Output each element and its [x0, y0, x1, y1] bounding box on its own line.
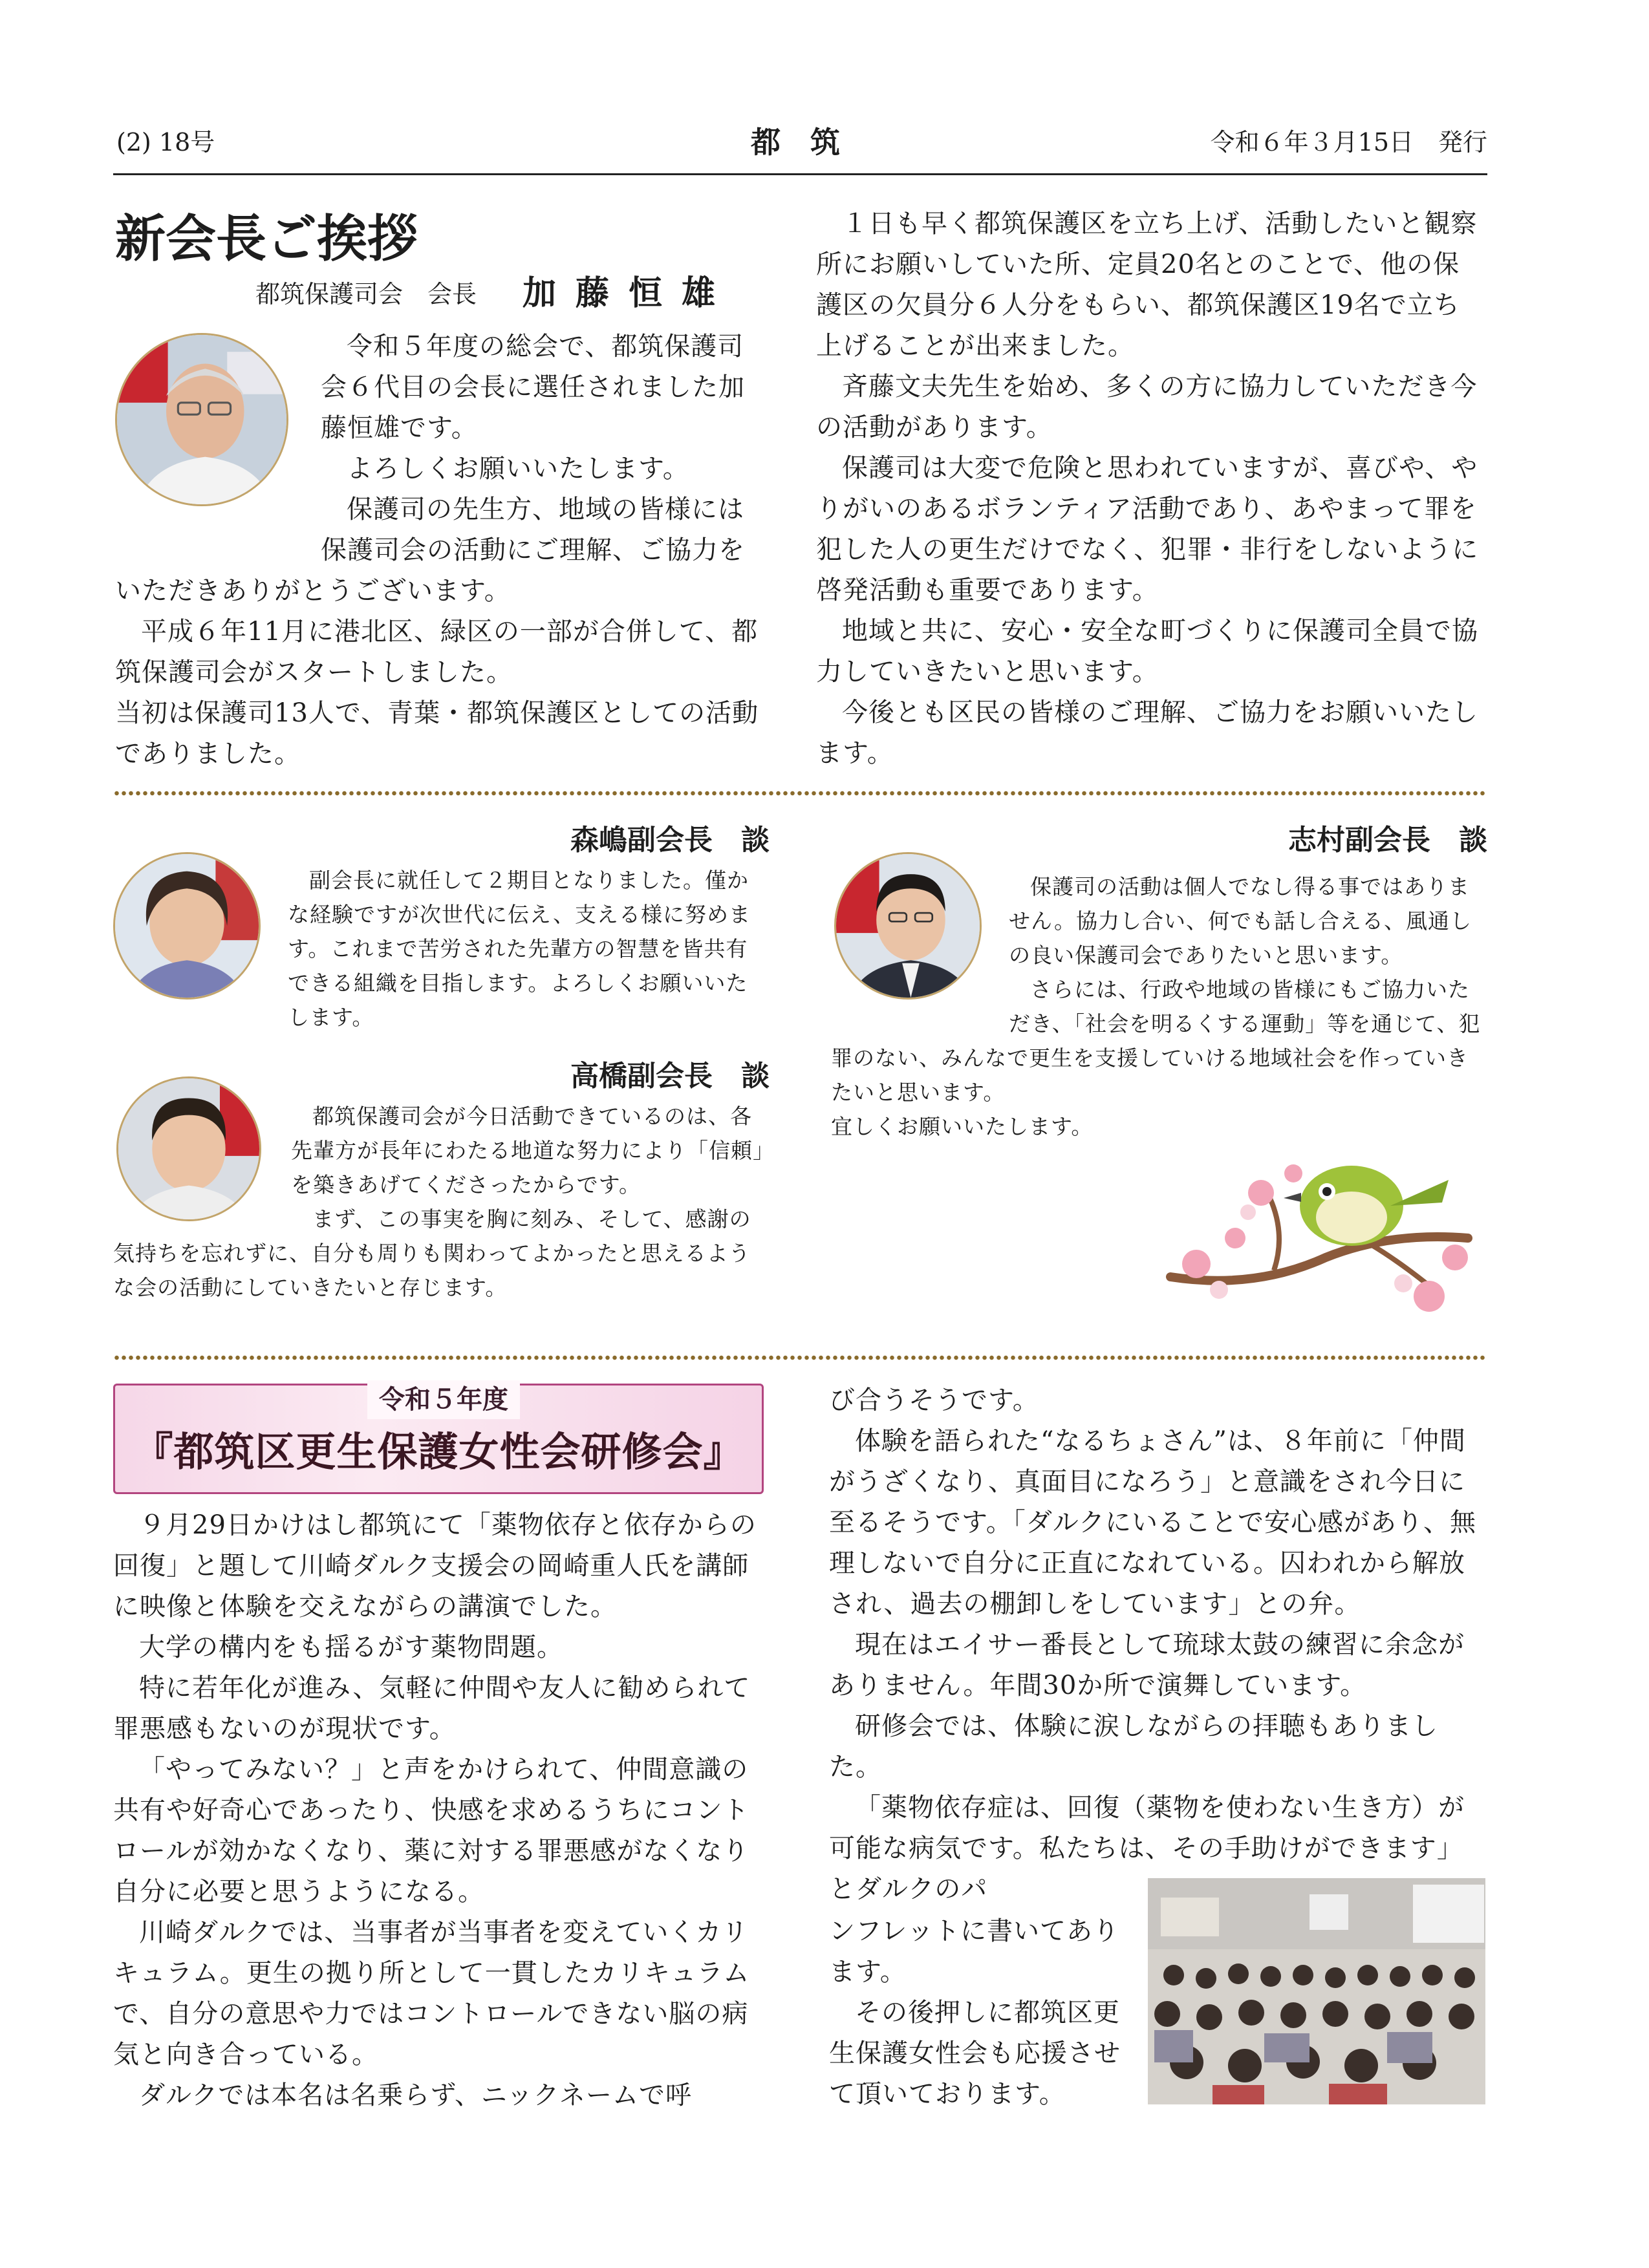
seminar-paragraph: 研修会では、体験に涙しながらの拝聴もありました。 — [829, 1711, 1438, 1782]
seminar-paragraph: ９月29日かけはし都筑にて「薬物依存と依存からの回復」と題して川崎ダルク支援会の岡崎重人氏を講師に映像と体験を交えながらの講演でした。 — [113, 1510, 757, 1621]
bird-on-plum-branch-illustration — [1158, 1135, 1481, 1319]
greeting-paragraph: 保護司の先生方、地域の皆様には保護司会の活動にご理解、ご協力をいただきありがとうございます。 — [115, 495, 745, 606]
seminar-paragraph: その後押しに都筑区更生保護女性会も応援させて頂いております。 — [829, 1998, 1121, 2109]
greeting-right-text — [816, 204, 1485, 774]
seminar-title: 『都筑区更生保護女性会研修会』 — [133, 1428, 744, 1475]
seminar-paragraph: 「やってみない？」と声をかけられて、仲間意識の共有や好奇心であったり、快感を求めるうちにコントロールが効かなくなり、薬に対する罪悪感がなくなり自分に必要と思うようになる。 — [113, 1755, 749, 1907]
greeting-left-text — [115, 326, 770, 775]
president-role: 都筑保護司会 会長 — [255, 280, 477, 308]
greeting-paragraph: 斉藤文夫先生を始め、多くの方に協力していただき今の活動があります。 — [816, 372, 1478, 442]
seminar-paragraph: 現在はエイサー番長として琉球太鼓の練習に余念がありません。年間30か所で演舞しています。 — [829, 1630, 1465, 1700]
greeting-paragraph: よろしくお願いいたします。 — [347, 454, 689, 484]
vp-paragraph: 都筑保護司会が今日活動できているのは、各先輩方が長年にわたる地道な努力により「信頼」を築きあげてくださったからです。 — [291, 1104, 764, 1197]
seminar-paragraph: び合うそうです。 — [829, 1385, 1039, 1415]
greeting-paragraph: 保護司は大変で危険と思われていますが、喜びや、やりがいのあるボランティア活動であり、あやまって罪を犯した人の更生だけでなく、犯罪・非行をしないように啓発活動も重要であります。 — [816, 453, 1479, 605]
publish-date: 令和６年３月15日 発行 — [1210, 128, 1487, 156]
vp-shimura-heading: 志村副会長 談 — [1288, 824, 1487, 857]
issue-number: (2) 18号 — [116, 128, 215, 156]
vp-paragraph: さらには、行政や地域の皆様にもご協力いただき、「社会を明るくする運動」等を通じて、犯罪のない、みんなで更生を支援していける地域社会を作っていきたいと思います。 — [831, 977, 1481, 1105]
vp-morishima-heading: 森嶋副会長 談 — [570, 824, 770, 857]
vp-takahashi-heading: 高橋副会長 談 — [570, 1060, 770, 1093]
seminar-banner — [113, 1384, 764, 1494]
seminar-left-text — [113, 1505, 773, 2116]
seminar-year-label: 令和５年度 — [367, 1380, 520, 1419]
seminar-paragraph: 体験を語られた“なるちょさん”は、８年前に「仲間がうざくなり、真面目になろう」と意識をされ今日に至るそうです。「ダルクにいることで安心感があり、無理しないで自分に正直になれている。囚われから解放され、過去の棚卸しをしています」との弁。 — [829, 1426, 1476, 1619]
newsletter-title: 都 筑 — [751, 125, 840, 160]
seminar-photo-side-text — [829, 1911, 1133, 2115]
seminar-quote: 「薬物依存症は、回復（薬物を使わない生き方）が可能な病気です。私たちは、その手助けができます」とダルクのパ — [829, 1793, 1465, 1904]
seminar-paragraph: 特に若年化が進み、気軽に仲間や友人に勧められて罪悪感もないのが現状です。 — [113, 1673, 751, 1744]
greeting-paragraph: 令和５年度の総会で、都筑保護司会６代目の会長に選任されました加藤恒雄です。 — [321, 332, 745, 443]
greeting-paragraph: 今後とも区民の皆様のご理解、ご協力をお願いいたします。 — [816, 698, 1478, 768]
vp-paragraph: 宜しくお願いいたします。 — [831, 1114, 1094, 1139]
greeting-paragraph: 当初は保護司13人で、青葉・都筑保護区としての活動でありました。 — [115, 698, 759, 769]
seminar-audience-photo — [1148, 1878, 1485, 2104]
vp-shimura-text — [831, 870, 1487, 1144]
vp-takahashi-text — [113, 1099, 770, 1305]
president-name: 加藤恒雄 — [523, 274, 735, 313]
greeting-paragraph: 平成６年11月に港北区、緑区の一部が合併して、都筑保護司会がスタートしました。 — [115, 617, 759, 687]
section-divider — [113, 790, 1487, 797]
masthead-rule — [113, 173, 1487, 175]
seminar-right-text — [829, 1380, 1489, 1910]
seminar-paragraph: 川崎ダルクでは、当事者が当事者を変えていくカリキュラム。更生の拠り所として一貫したカリキュラムで、自分の意思や力ではコントロールできない脳の病気と向き合っている。 — [113, 1918, 750, 2070]
greeting-paragraph: １日も早く都筑保護区を立ち上げ、活動したいと観察所にお願いしていた所、定員20名とのことで、他の保護区の欠員分６人分をもらい、都筑保護区19名で立ち上げることが出来ました。 — [816, 209, 1478, 361]
seminar-paragraph: ンフレットに書いてあります。 — [829, 1916, 1119, 1987]
vp-paragraph: まず、この事実を胸に刻み、そして、感謝の気持ちを忘れずに、自分も周りも関わってよかったと思えるような会の活動にしていきたいと存じます。 — [113, 1206, 751, 1300]
seminar-paragraph: 大学の構内をも揺るがす薬物問題。 — [139, 1632, 563, 1662]
seminar-paragraph: ダルクでは本名は名乗らず、ニックネームで呼 — [139, 2081, 692, 2110]
vp-morishima-text — [113, 863, 770, 1034]
section-divider — [113, 1354, 1487, 1361]
greeting-title: 新会長ご挨拶 — [115, 210, 418, 268]
greeting-paragraph: 地域と共に、安心・安全な町づくりに保護司全員で協力していきたいと思います。 — [816, 616, 1478, 687]
vp-paragraph: 保護司の活動は個人でなし得る事ではありません。協力し合い、何でも話し合える、風通しの良い保護司会でありたいと思います。 — [1009, 874, 1472, 968]
vp-paragraph: 副会長に就任して２期目となりました。僅かな経験ですが次世代に伝え、支える様に努めます。これまで苦労された先輩方の智慧を皆共有できる組織を目指します。よろしくお願いいたします。 — [288, 868, 751, 1030]
